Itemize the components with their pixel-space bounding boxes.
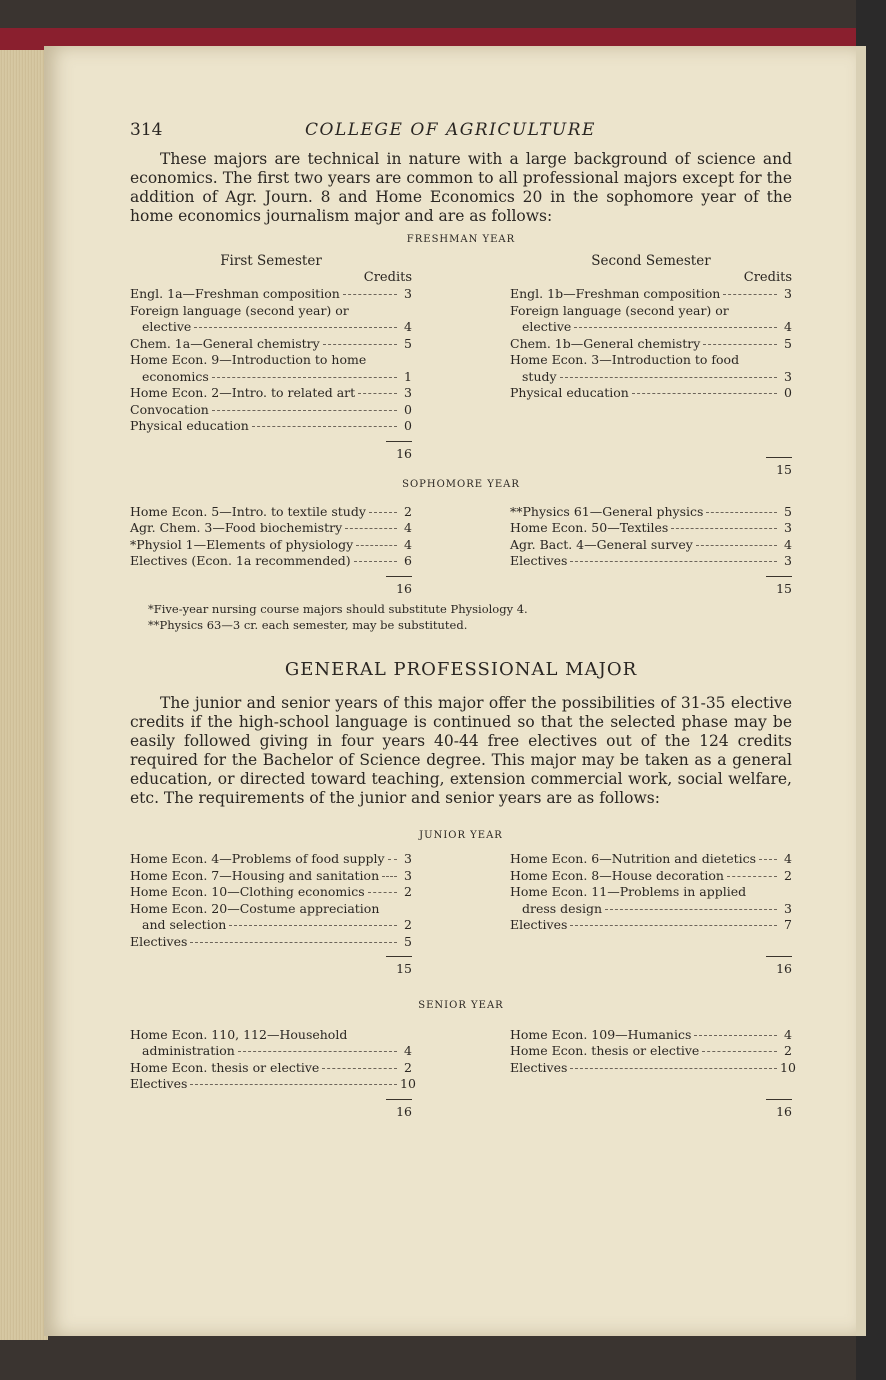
leader-dots (190, 1084, 397, 1085)
leader-dots (356, 545, 397, 546)
leader-dots (354, 561, 397, 562)
intro-paragraph: These majors are technical in nature with a large background of science and economics. The first two years are common to all professional majors except for the addition of Agr. Journ. 8 and Home Economics 20 in the sophomore year of the home economics journalism major and are as follows: (130, 150, 792, 225)
leader-dots (194, 327, 397, 328)
course-credits: 5 (404, 335, 412, 351)
sophomore-first-semester (130, 504, 412, 598)
course-credits: 0 (404, 401, 412, 417)
leader-dots (382, 876, 397, 877)
course-name: Electives (130, 933, 188, 949)
course-credits: 2 (404, 884, 412, 899)
leader-dots (723, 294, 777, 295)
second-semester-label: Second Semester (591, 253, 711, 269)
course-list (510, 286, 792, 402)
total-rule (386, 1099, 412, 1100)
course-credits: 4 (404, 536, 412, 552)
course-name: Agr. Bact. 4—General survey (510, 536, 693, 552)
leader-dots (388, 859, 397, 860)
course-name: Convocation (130, 401, 209, 417)
gpm-paragraph: The junior and senior years of this major offer the possibilities of 31-35 elective credits if the high-school language is continued so that the selected phase may be easily followed giving in four years 40-44 free electives out of the 124 credits required for the Bachelor of Science degree. This major may be taken as a general education, or directed toward teaching, extension commercial work, social welfare, etc. The requirements of the junior and senior years are as follows: (130, 694, 792, 807)
senior-heading: SENIOR YEAR (418, 999, 504, 1011)
semester-total: 15 (776, 462, 792, 477)
course-row (510, 319, 792, 336)
leader-dots (323, 344, 397, 345)
course-row (510, 1059, 796, 1077)
footnote: *Five-year nursing course majors should substitute Physiology 4. (148, 602, 528, 616)
course-credits: 5 (784, 335, 792, 351)
course-row (130, 369, 412, 386)
course-row (130, 336, 412, 353)
course-credits: 3 (784, 286, 792, 301)
course-credits: 3 (784, 900, 792, 916)
semester-total: 16 (396, 1103, 412, 1119)
course-row (130, 934, 412, 951)
course-row (510, 385, 792, 402)
course-row (510, 504, 792, 521)
course-row (130, 868, 412, 885)
leader-dots (696, 545, 777, 546)
course-row (510, 884, 792, 901)
course-name: Home Econ. 7—Housing and sanitation (130, 867, 380, 883)
running-title: COLLEGE OF AGRICULTURE (305, 120, 596, 140)
course-name: Electives (130, 1076, 188, 1091)
leader-dots (570, 925, 777, 926)
leader-dots (570, 1068, 777, 1069)
course-credits: 10 (780, 1059, 796, 1075)
course-name: Electives (510, 553, 568, 568)
course-row (510, 851, 792, 868)
leader-dots (343, 294, 397, 295)
leader-dots (369, 512, 397, 513)
junior-first-semester (130, 851, 412, 978)
course-credits: 2 (784, 867, 792, 883)
course-name: Chem. 1b—General chemistry (510, 335, 701, 351)
course-name: Foreign language (second year) or (510, 302, 729, 318)
course-credits: 4 (404, 1043, 412, 1058)
course-credits: 5 (784, 503, 792, 519)
course-name: Home Econ. 6—Nutrition and dietetics (510, 851, 757, 866)
course-credits: 0 (404, 418, 412, 433)
course-credits: 3 (784, 553, 792, 568)
course-credits: 3 (784, 520, 792, 535)
leader-dots (570, 561, 777, 562)
course-name: Engl. 1a—Freshman composition (130, 286, 340, 301)
semester-total: 16 (776, 961, 792, 976)
course-row (510, 336, 792, 353)
leader-dots (229, 925, 397, 926)
leader-dots (345, 528, 397, 529)
credits-label: Credits (743, 269, 792, 285)
total-rule (766, 457, 792, 458)
course-name: Physical education (510, 385, 629, 400)
leader-dots (703, 344, 777, 345)
course-row (510, 369, 792, 386)
course-row (130, 851, 412, 868)
course-row (130, 319, 412, 336)
course-credits: 2 (404, 1059, 412, 1075)
course-row (510, 553, 792, 570)
leader-dots (727, 876, 777, 877)
course-credits: 7 (784, 917, 792, 932)
course-row (510, 901, 792, 918)
course-list (130, 851, 412, 950)
course-row (510, 520, 792, 537)
course-name: Home Econ. 5—Intro. to textile study (130, 503, 366, 519)
course-name: Home Econ. thesis or elective (510, 1043, 700, 1058)
course-credits: 4 (784, 851, 792, 866)
course-name: Electives (510, 1059, 568, 1075)
course-row (130, 1060, 412, 1077)
course-row (130, 385, 412, 402)
course-name: Home Econ. 50—Textiles (510, 520, 669, 535)
facing-page-edge (856, 46, 866, 1336)
leader-dots (632, 393, 777, 394)
course-row (130, 901, 412, 918)
course-row (510, 1043, 792, 1060)
course-name: Engl. 1b—Freshman composition (510, 286, 721, 301)
page-header (130, 120, 792, 150)
course-name: Home Econ. 2—Intro. to related art (130, 385, 356, 400)
course-name: Home Econ. 11—Problems in applied (510, 884, 747, 899)
course-name: and selection (142, 917, 227, 932)
freshman-heading: FRESHMAN YEAR (406, 234, 516, 245)
total-rule (386, 441, 412, 442)
course-row (130, 917, 412, 934)
course-row (130, 286, 412, 303)
course-credits: 6 (404, 553, 412, 568)
course-name: Foreign language (second year) or (130, 302, 349, 318)
leader-dots (212, 410, 397, 411)
leader-dots (671, 528, 777, 529)
total-rule (766, 1099, 792, 1100)
leader-dots (560, 377, 777, 378)
course-row (130, 504, 412, 521)
leader-dots (358, 393, 397, 394)
course-name: Electives (Econ. 1a recommended) (130, 553, 351, 568)
course-name: *Physiol 1—Elements of physiology (130, 536, 354, 552)
course-row (130, 884, 412, 901)
course-list (130, 286, 412, 435)
course-row (130, 537, 412, 554)
course-name: Physical education (130, 418, 249, 433)
sophomore-second-semester (510, 504, 792, 598)
course-name: Home Econ. 8—House decoration (510, 867, 724, 883)
semester-total: 16 (396, 445, 412, 461)
course-credits: 3 (404, 385, 412, 400)
course-name: Home Econ. thesis or elective (130, 1059, 320, 1075)
course-credits: 4 (404, 520, 412, 535)
course-name: study (522, 368, 557, 384)
total-rule (386, 956, 412, 957)
course-name: Home Econ. 109—Humanics (510, 1026, 692, 1042)
course-row (510, 917, 792, 934)
course-name: **Physics 61—General physics (510, 503, 704, 519)
course-name: Home Econ. 20—Costume appreciation (130, 900, 380, 916)
course-name: elective (522, 319, 572, 334)
course-name: Electives (510, 917, 568, 932)
course-row (510, 537, 792, 554)
course-credits: 2 (404, 503, 412, 519)
leader-dots (252, 426, 397, 427)
leader-dots (605, 909, 777, 910)
course-row (130, 1027, 412, 1044)
sophomore-heading: SOPHOMORE YEAR (402, 478, 520, 490)
course-credits: 4 (404, 319, 412, 334)
leader-dots (238, 1051, 397, 1052)
leader-dots (574, 327, 777, 328)
course-name: Home Econ. 4—Problems of food supply (130, 851, 385, 866)
leader-dots (702, 1051, 777, 1052)
page-content (130, 120, 796, 1120)
course-credits: 4 (784, 536, 792, 552)
senior-first-semester (130, 1026, 416, 1121)
course-row (130, 402, 412, 419)
course-credits: 3 (404, 286, 412, 301)
semester-total: 16 (396, 580, 412, 596)
leader-dots (706, 512, 777, 513)
senior-second-semester (510, 1026, 796, 1121)
course-row (510, 868, 792, 885)
first-semester-label: First Semester (220, 253, 322, 269)
course-name: Home Econ. 9—Introduction to home (130, 352, 367, 367)
course-credits: 4 (784, 1026, 792, 1042)
course-row (130, 520, 412, 537)
course-credits: 2 (404, 917, 412, 932)
course-row (510, 286, 792, 303)
total-rule (766, 576, 792, 577)
semester-total: 16 (776, 1103, 792, 1119)
junior-heading: JUNIOR YEAR (419, 830, 503, 841)
course-name: administration (142, 1043, 235, 1058)
course-credits: 2 (784, 1043, 792, 1058)
course-row (130, 553, 412, 570)
footnote: **Physics 63—3 cr. each semester, may be substituted. (148, 618, 468, 632)
leader-dots (759, 859, 777, 860)
course-row (130, 1076, 416, 1093)
course-credits: 0 (784, 385, 792, 400)
leader-dots (368, 892, 397, 893)
page-number: 314 (130, 120, 163, 140)
course-credits: 1 (404, 368, 412, 384)
leader-dots (694, 1035, 777, 1036)
senior-section (130, 1026, 796, 1121)
sophomore-section (130, 504, 792, 598)
course-name: dress design (522, 900, 603, 916)
course-credits: 5 (404, 933, 412, 949)
course-name: Chem. 1a—General chemistry (130, 335, 320, 351)
semester-total: 15 (396, 961, 412, 976)
leader-dots (322, 1068, 397, 1069)
leader-dots (190, 942, 397, 943)
course-list (130, 504, 412, 570)
course-row (510, 1027, 792, 1044)
total-rule (766, 956, 792, 957)
course-credits: 4 (784, 319, 792, 334)
course-list (130, 1026, 416, 1093)
course-row (130, 418, 412, 435)
course-row (130, 1043, 412, 1060)
course-name: economics (142, 368, 209, 384)
freshman-second-semester (510, 249, 792, 479)
course-credits: 3 (404, 867, 412, 883)
section-heading: GENERAL PROFESSIONAL MAJOR (284, 659, 638, 680)
leader-dots (212, 377, 397, 378)
course-name: Home Econ. 10—Clothing economics (130, 884, 365, 899)
book-page-edges (0, 40, 48, 1340)
semester-total: 15 (776, 580, 792, 596)
course-credits: 10 (400, 1076, 416, 1091)
freshman-first-semester (130, 249, 412, 479)
course-list (510, 851, 792, 934)
course-credits: 3 (404, 851, 412, 866)
course-name: Agr. Chem. 3—Food biochemistry (130, 520, 343, 535)
course-row (130, 303, 412, 320)
course-name: Home Econ. 3—Introduction to food (510, 352, 740, 367)
junior-section (130, 851, 792, 978)
course-name: elective (142, 319, 192, 334)
total-rule (386, 576, 412, 577)
course-name: Home Econ. 110, 112—Household (130, 1026, 348, 1042)
course-row (130, 352, 412, 369)
course-row (510, 303, 792, 320)
course-row (510, 352, 792, 369)
course-list (510, 1026, 796, 1077)
course-credits: 3 (784, 368, 792, 384)
course-list (510, 504, 792, 570)
credits-label: Credits (363, 269, 412, 285)
junior-second-semester (510, 851, 792, 978)
freshman-section (130, 249, 792, 479)
